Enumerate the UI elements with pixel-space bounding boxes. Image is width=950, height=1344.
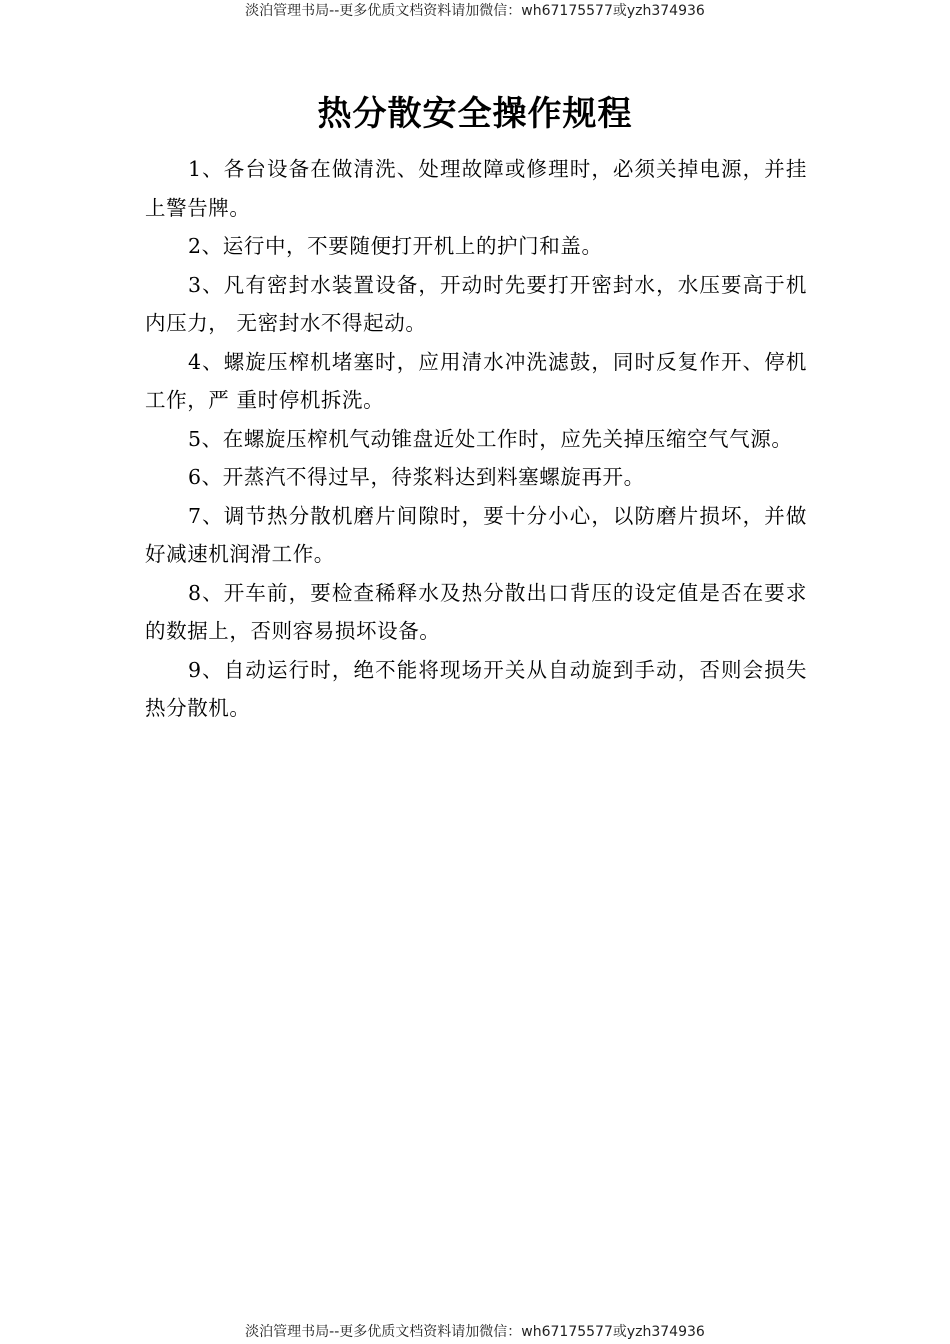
- paragraph-7: 7、调节热分散机磨片间隙时，要十分小心，以防磨片损坏，并做好减速机润滑工作。: [145, 503, 807, 566]
- paragraph-4: 4、螺旋压榨机堵塞时，应用清水冲洗滤鼓，同时反复作开、停机工作，严 重时停机拆洗。: [145, 349, 807, 412]
- paragraph-1: 1、各台设备在做清洗、处理故障或修理时，必须关掉电源，并挂上警告牌。: [145, 157, 807, 220]
- header-watermark: 淡泊管理书局--更多优质文档资料请加微信：wh67175577或yzh374936: [245, 3, 705, 19]
- document-body: [145, 150, 807, 728]
- paragraph-3: 3、凡有密封水装置设备，开动时先要打开密封水，水压要高于机内压力， 无密封水不得起动。: [145, 272, 807, 335]
- footer-watermark: 淡泊管理书局--更多优质文档资料请加微信：wh67175577或yzh374936: [245, 1324, 705, 1340]
- paragraph-6: 6、开蒸汽不得过早，待浆料达到料塞螺旋再开。: [188, 465, 645, 489]
- document-title: 热分散安全操作规程: [317, 94, 633, 134]
- paragraph-9: 9、自动运行时，绝不能将现场开关从自动旋到手动，否则会损失热分散机。: [145, 657, 807, 720]
- paragraph-8: 8、开车前，要检查稀释水及热分散出口背压的设定值是否在要求的数据上，否则容易损坏设备。: [145, 580, 807, 643]
- paragraph-2: 2、运行中，不要随便打开机上的护门和盖。: [188, 234, 603, 258]
- paragraph-5: 5、在螺旋压榨机气动锥盘近处工作时，应先关掉压缩空气气源。: [188, 426, 793, 451]
